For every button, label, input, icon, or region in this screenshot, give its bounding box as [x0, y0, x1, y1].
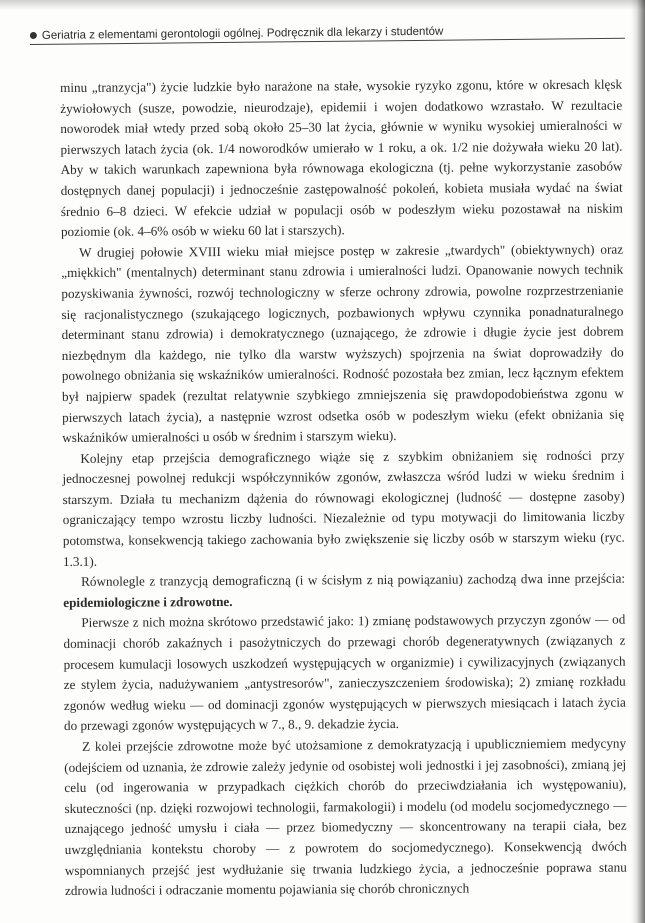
- page-top-shadow: [0, 0, 645, 10]
- paragraph-4-text: Równolegle z tranzycją demograficzną (i w ścisłym z nią powiązaniu) zachodzą dwa inne przejścia:: [81, 570, 626, 590]
- paragraph-4-bold-term: epidemiologiczne i zdrowotne.: [63, 593, 233, 610]
- running-header: [30, 12, 625, 45]
- page-bottom-fade: [0, 913, 645, 923]
- paragraph-5: Pierwsze z nich można skrótowo przedstawić jako: 1) zmianę podstawowych przyczyn zgonów — od dominacji chorób zakaźnych i pasożytniczych do przewagi chorób degeneratywnych (związanych z procesem kumulacji losowych uszkodzeń występujących w organizmie) i cywilizacyjnych (związanych ze stylem życia, nadużywaniem „antystresorów", zanieczyszczeniem środowiska); 2) zmianę rozkładu zgonów według wieku — od dominacji zgonów występujących w pierwszych miesiącach i latach życia do przewagi zgonów występujących w 7., 8., 9. dekadzie życia.: [63, 611, 626, 734]
- paragraph-6: Z kolei przejście zdrowotne może być utożsamione z demokratyzacją i upubliczniemiem medycyny (odejściem od uznania, że zdrowie zależy jedynie od osobistej woli jednostki i jej zasobności), zmianą jej celu (od ingerowania w przypadkach ciężkich chorób do przeciwdziałania ich występowaniu), skuteczności (np. dzięki rozwojowi technologii, farmakologii) i modelu (od modelu socjomedycznego — uznającego jedność umysłu i ciała — przez biomedyczny — skoncentrowany na terapii ciała, bez uwzględniania kontekstu choroby — z powrotem do socjomedycznego). Konsekwencją dwóch wspomnianych przejść jest wydłużanie się trwania ludzkiego życia, a jednocześnie poprawa stanu zdrowia ludności i odraczanie momentu pojawiania się chorób chronicznych: [64, 735, 627, 899]
- header-bullet-icon: [30, 32, 37, 39]
- paragraph-3: Kolejny etap przejścia demograficznego wiąże się z szybkim obniżaniem się rodności przy jednoczesnej powolnej redukcji współczynników zgonów, zwłaszcza wśród ludzi w wieku średnim i starszym. Działa tu mechanizm dążenia do równowagi ekologicznej (ludność — dostępne zasoby) ograniczający tempo wzrostu liczby ludności. Niezależnie od typu motywacji do limitowania liczby potomstwa, konsekwencją takiego zachowania było zwiększenie się liczby osób w starszym wieku (ryc. 1.3.1).: [62, 447, 625, 569]
- paragraph-1: minu „tranzycja") życie ludzkie było narażone na stałe, wysokie ryzyko zgonu, które w okresach klęsk żywiołowych (susze, powodzie, nieurodzaje), epidemii i wojen dodatkowo wzrastało. W rezultacie noworodek miał wtedy przed sobą około 25–30 lat życia, głównie w wyniku wysokiej umieralności w pierwszych latach życia (ok. 1/4 noworodków umierało w 1 roku, a ok. 1/2 nie dożywała wieku 20 lat). Aby w takich warunkach zapewniona była równowaga ekologiczna (tj. pełne wykorzystanie zasobów dostępnych danej populacji) i jednocześnie zastępowalność pokoleń, kobieta musiała wydać na świat średnio 6–8 dzieci. W efekcie udział w populacji osób w podeszłym wieku pozostawał na niskim poziomie (ok. 4–6% osób w wieku 60 lat i starszych).: [60, 76, 623, 240]
- paragraph-4: [63, 569, 625, 614]
- paragraph-2: W drugiej połowie XVIII wieku miał miejsce postęp w zakresie „twardych" (obiektywnych) oraz „miękkich" (mentalnych) determinant stanu zdrowia i umieralności ludzi. Opanowanie nowych technik pozyskiwania żywności, rozwój technologiczny w sferze ochrony zdrowia, powolne rozprzestrzenianie się racjonalistycznego (szukającego logicznych, pozbawionych wpływu czynnika ponadnaturalnego determinant stanu zdrowia) i demokratycznego (uznającego, że zdrowie i długie życie jest dobrem niezbędnym dla każdego, nie tylko dla warstw wyższych) spojrzenia na świat doprowadziły do powolnego obniżania się wskaźników umieralności. Rodność pozostała bez zmian, lecz łącznym efektem był najpierw spadek (rezultat relatywnie szybkiego zmniejszenia się prawdopodobieństwa zgonu w pierwszych latach życia), a następnie wzrost odsetka osób w podeszłym wieku (efekt obniżania się wskaźników umieralności u osób w średnim i starszym wieku).: [61, 241, 625, 446]
- body-text: [60, 75, 627, 902]
- book-spine-shadow: [631, 0, 645, 923]
- running-title: Geriatria z elementami gerontologii ogólnej. Podręcznik dla lekarzy i studentów: [41, 25, 444, 42]
